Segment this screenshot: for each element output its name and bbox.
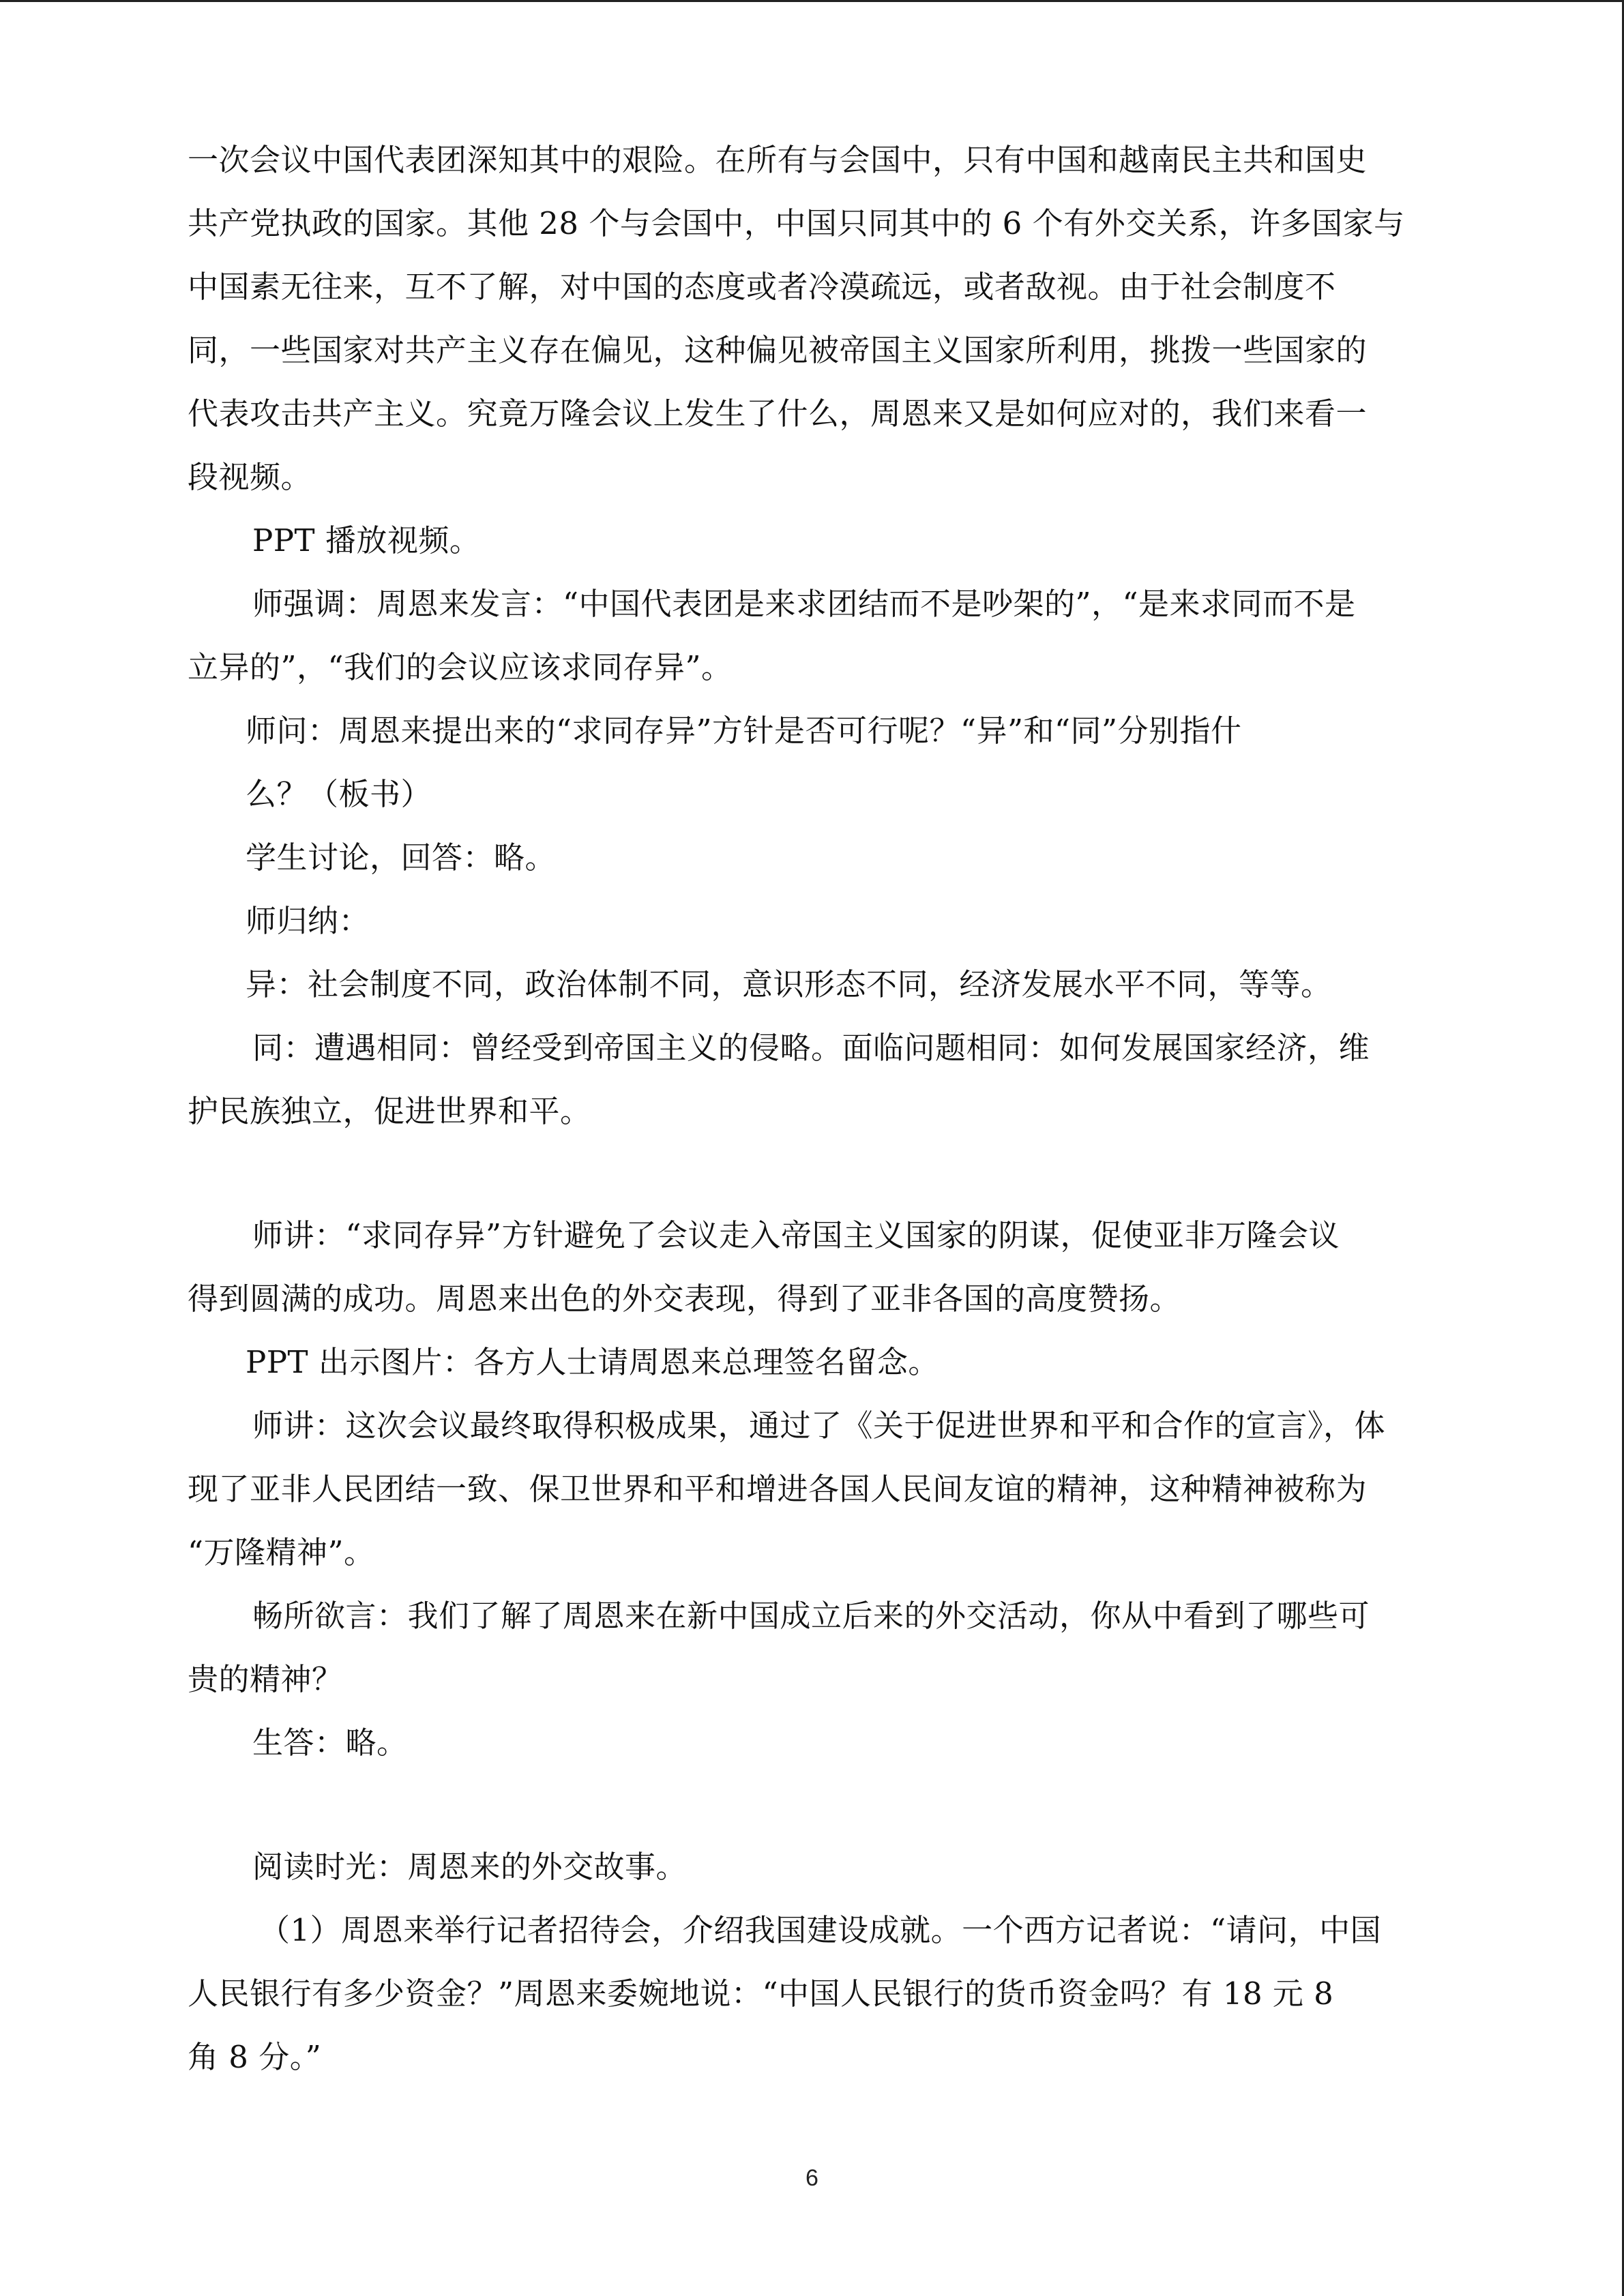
text-line: 同：遭遇相同：曾经受到帝国主义的侵略。面临问题相同：如何发展国家经济，维 xyxy=(252,1030,1370,1066)
text-line: 生答：略。 xyxy=(252,1725,408,1761)
text-line: PPT 出示图片：各方人士请周恩来总理签名留念。 xyxy=(246,1344,939,1380)
text-line: 得到圆满的成功。周恩来出色的外交表现，得到了亚非各国的高度赞扬。 xyxy=(188,1281,1181,1317)
text-line: 师讲：“求同存异”方针避免了会议走入帝国主义国家的阴谋，促使亚非万隆会议 xyxy=(252,1217,1340,1253)
text-line: 现了亚非人民团结一致、保卫世界和平和增进各国人民间友谊的精神，这种精神被称为 xyxy=(188,1471,1368,1507)
text-line: 人民银行有多少资金？”周恩来委婉地说：“中国人民银行的货币资金吗？有 18 元 8 xyxy=(188,1976,1334,2012)
text-line: 异：社会制度不同，政治体制不同，意识形态不同，经济发展水平不同，等等。 xyxy=(246,966,1332,1002)
text-line: 角 8 分。” xyxy=(188,2039,322,2075)
text-line: 阅读时光：周恩来的外交故事。 xyxy=(252,1849,688,1885)
text-line: 代表攻击共产主义。究竟万隆会议上发生了什么，周恩来又是如何应对的，我们来看一 xyxy=(188,396,1368,432)
text-line: 护民族独立，促进世界和平。 xyxy=(188,1093,591,1129)
text-line: 师问：周恩来提出来的“求同存异”方针是否可行呢？“异”和“同”分别指什 xyxy=(246,713,1242,749)
text-line: 师强调：周恩来发言：“中国代表团是来求团结而不是吵架的”，“是来求同而不是 xyxy=(252,586,1356,622)
text-line: PPT 播放视频。 xyxy=(252,522,481,558)
page-number: 6 xyxy=(806,2165,818,2191)
text-line: “万隆精神”。 xyxy=(188,1534,375,1570)
text-line: 同，一些国家对共产主义存在偏见，这种偏见被帝国主义国家所利用，挑拨一些国家的 xyxy=(188,332,1368,368)
text-line: 共产党执政的国家。其他 28 个与会国中，中国只同其中的 6 个有外交关系，许多国家与 xyxy=(188,205,1405,241)
text-line: 畅所欲言：我们了解了周恩来在新中国成立后来的外交活动，你从中看到了哪些可 xyxy=(252,1598,1370,1634)
text-line: 立异的”，“我们的会议应该求同存异”。 xyxy=(188,649,733,685)
text-line: 段视频。 xyxy=(188,459,312,495)
text-line: 么？（板书） xyxy=(246,776,432,812)
text-line: 中国素无往来，互不了解，对中国的态度或者冷漠疏远，或者敌视。由于社会制度不 xyxy=(188,269,1336,305)
text-line: 师讲：这次会议最终取得积极成果，通过了《关于促进世界和平和合作的宣言》，体 xyxy=(252,1407,1386,1444)
text-line: 学生讨论，回答：略。 xyxy=(246,839,557,876)
text-line: （1）周恩来举行记者招待会，介绍我国建设成就。一个西方记者说：“请问，中国 xyxy=(259,1912,1382,1948)
text-line: 贵的精神？ xyxy=(188,1661,343,1697)
text-line: 一次会议中国代表团深知其中的艰险。在所有与会国中，只有中国和越南民主共和国史 xyxy=(188,142,1368,178)
text-line: 师归纳： xyxy=(246,903,370,939)
